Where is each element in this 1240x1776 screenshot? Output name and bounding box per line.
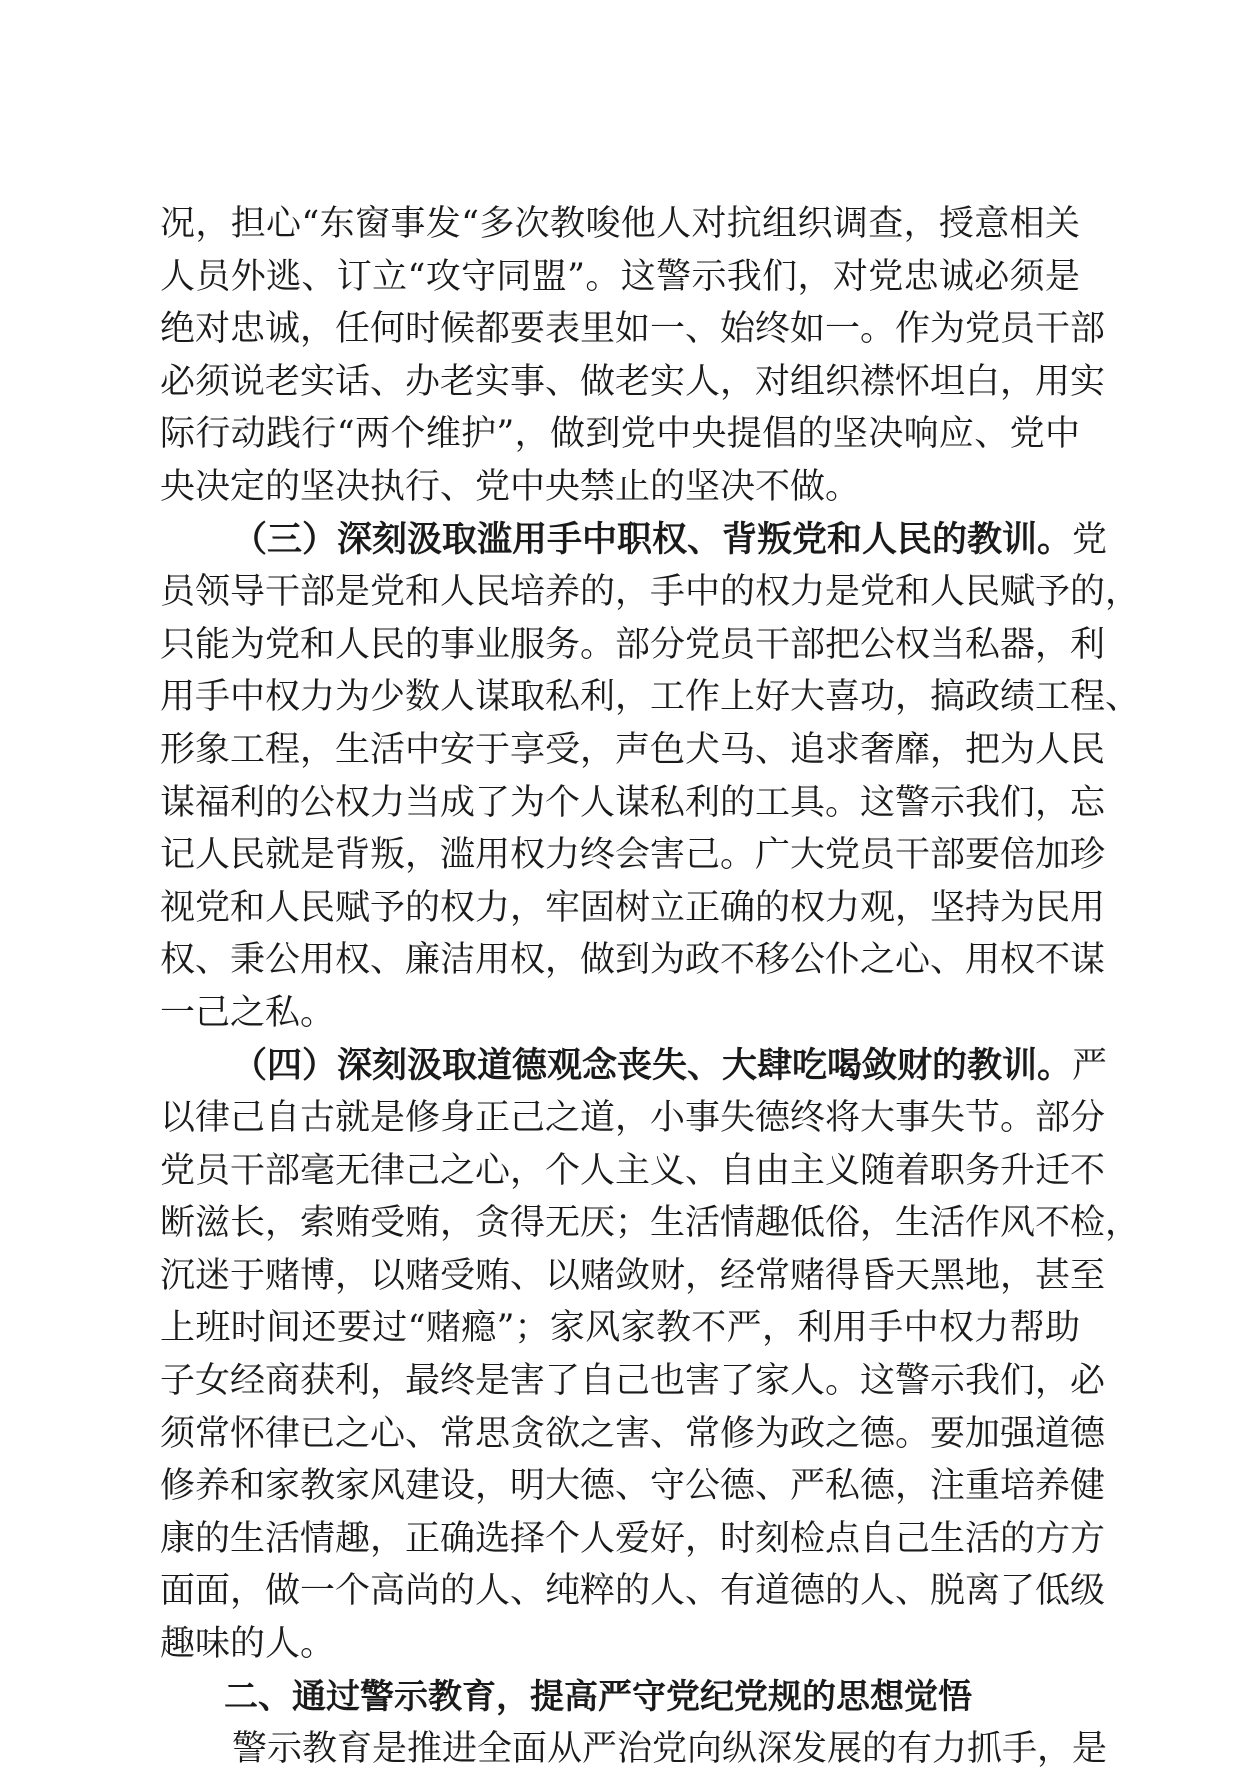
paragraph-first-line xyxy=(160,514,1108,567)
text-fragment: 严 xyxy=(1072,1045,1108,1086)
text-line: 谋福利的公权力当成了为个人谋私利的工具。这警示我们，忘 xyxy=(160,782,1106,823)
text-line: 子女经商获利，最终是害了自己也害了家人。这警示我们，必 xyxy=(160,1361,1106,1402)
text-line: 用手中权力为少数人谋取私利，工作上好大喜功，搞政绩工程、 xyxy=(160,677,1141,718)
text-line: 绝对忠诚，任何时候都要表里如一、始终如一。作为党员干部 xyxy=(160,309,1106,350)
text-line: 沉迷于赌博，以赌受贿、以赌敛财，经常赌得昏天黑地，甚至 xyxy=(160,1255,1106,1296)
paragraph-warning-education xyxy=(160,1723,1108,1776)
text-line: 人员外逃、订立“攻守同盟”。这警示我们，对党忠诚必须是 xyxy=(160,256,1080,297)
text-line: 趣味的人。 xyxy=(160,1624,336,1665)
text-line: 面面，做一个高尚的人、纯粹的人、有道德的人、脱离了低级 xyxy=(160,1571,1106,1612)
text-line: 修养和家教家风建设，明大德、守公德、严私德，注重培养健 xyxy=(160,1466,1106,1507)
paragraph-abuse-of-power xyxy=(160,514,1141,1040)
text-fragment: 党 xyxy=(1072,519,1108,560)
text-line: 况，担心“东窗事发“多次教唆他人对抗组织调查，授意相关 xyxy=(160,204,1080,244)
document-page xyxy=(160,198,1141,1776)
text-line: 康的生活情趣，正确选择个人爱好，时刻检点自己生活的方方 xyxy=(160,1518,1106,1559)
text-line: 际行动践行“两个维护”，做到党中央提倡的坚决响应、党中 xyxy=(160,414,1080,455)
text-line: 只能为党和人民的事业服务。部分党员干部把公权当私器，利 xyxy=(160,624,1106,665)
text-line: 上班时间还要过“赌瘾”；家风家教不严，利用手中权力帮助 xyxy=(160,1308,1080,1349)
text-line: 断滋长，索贿受贿，贪得无厌；生活情趣低俗，生活作风不检， xyxy=(160,1203,1141,1244)
text-line: 央决定的坚决执行、党中央禁止的坚决不做。 xyxy=(160,466,861,507)
text-line: 须常怀律已之心、常思贪欲之害、常修为政之德。要加强道德 xyxy=(160,1413,1106,1454)
paragraph-first-line xyxy=(160,1040,1108,1093)
paragraph-loyalty xyxy=(160,198,1106,514)
text-line: 权、秉公用权、廉洁用权，做到为政不移公仆之心、用权不谋 xyxy=(160,940,1106,981)
text-line: 警示教育是推进全面从严治党向纵深发展的有力抓手，是 xyxy=(232,1729,1108,1770)
text-line: 视党和人民赋予的权力，牢固树立正确的权力观，坚持为民用 xyxy=(160,887,1106,928)
text-line: 形象工程，生活中安于享受，声色犬马、追求奢靡，把为人民 xyxy=(160,729,1106,770)
text-line: 员领导干部是党和人民培养的，手中的权力是党和人民赋予的， xyxy=(160,572,1141,613)
text-line: 必须说老实话、办老实事、做老实人，对组织襟怀坦白，用实 xyxy=(160,361,1106,402)
paragraph-moral-decline xyxy=(160,1040,1141,1671)
text-line: 记人民就是背叛，滥用权力终会害己。广大党员干部要倍加珍 xyxy=(160,835,1106,876)
subsection-heading-3: （三）深刻汲取滥用手中职权、背叛党和人民的教训。 xyxy=(232,518,1073,560)
text-line: 一己之私。 xyxy=(160,992,336,1033)
text-line: 以律己自古就是修身正己之道，小事失德终将大事失节。部分 xyxy=(160,1098,1106,1139)
section-heading-2: 二、通过警示教育，提高严守党纪党规的思想觉悟 xyxy=(224,1676,972,1717)
text-line: 党员干部毫无律己之心，个人主义、自由主义随着职务升迁不 xyxy=(160,1150,1106,1191)
subsection-heading-4: （四）深刻汲取道德观念丧失、大肆吃喝敛财的教训。 xyxy=(232,1044,1073,1086)
